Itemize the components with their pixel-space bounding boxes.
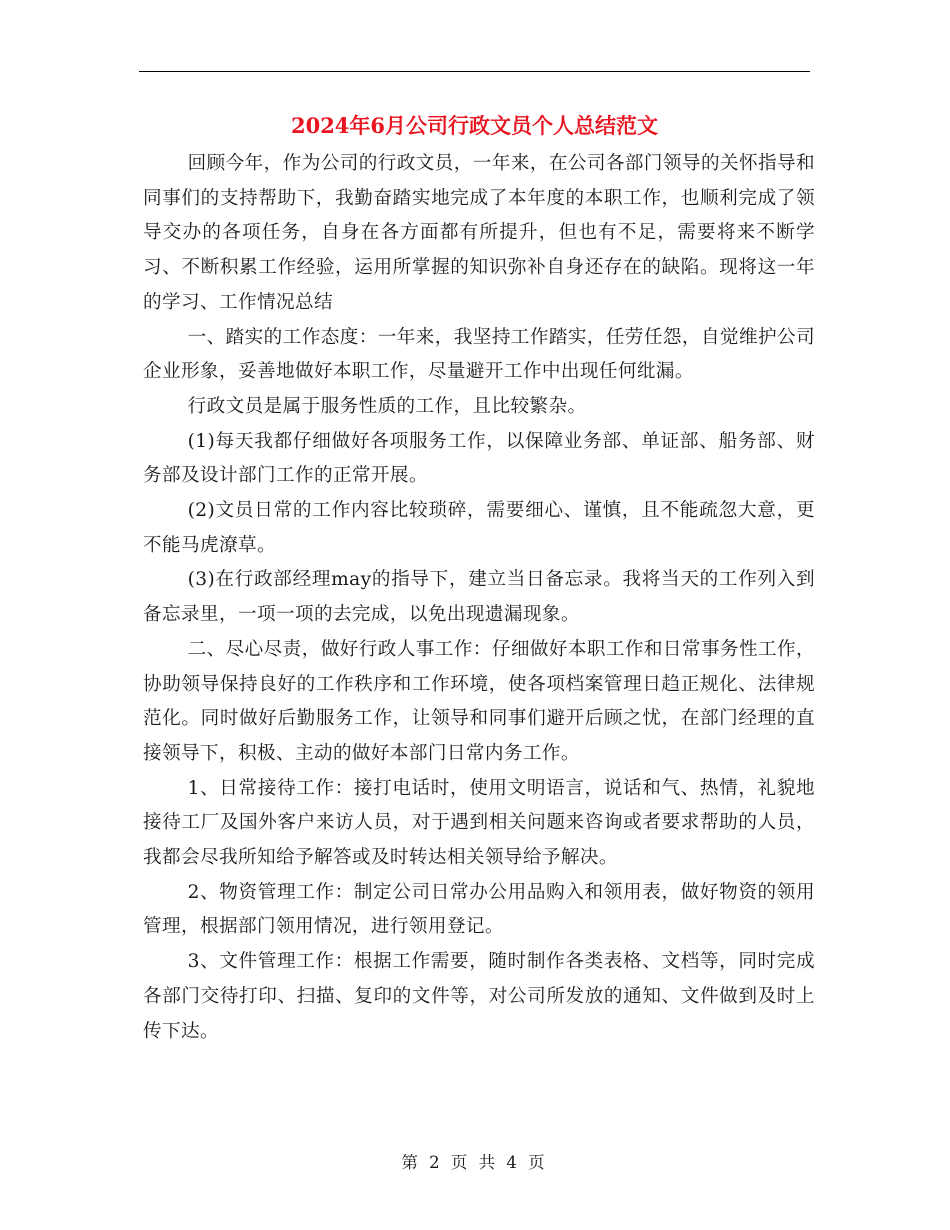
paragraph-intro: 回顾今年，作为公司的行政文员，一年来，在公司各部门领导的关怀指导和同事们的支持帮助下，我勤奋踏实地完成了本年度的本职工作，也顺利完成了领导交办的各项任务，自身在各方面都有所提升，但也有不足，需要将来不断学习、不断积累工作经验，运用所掌握的知识弥补自身还存在的缺陷。现将这一年的学习、工作情况总结 bbox=[143, 153, 815, 313]
paragraph-item-2: (2)文员日常的工作内容比较琐碎，需要细心、谨慎，且不能疏忽大意，更不能马虎潦草。 bbox=[143, 500, 815, 556]
paragraph-documents: 3、文件管理工作：根据工作需要，随时制作各类表格、文档等，同时完成各部门交待打印、扫描、复印的文件等，对公司所发放的通知、文件做到及时上传下达。 bbox=[143, 951, 815, 1042]
paragraph-supplies: 2、物资管理工作：制定公司日常办公用品购入和领用表，做好物资的领用管理，根据部门领用情况，进行领用登记。 bbox=[143, 881, 815, 938]
paragraph-reception: 1、日常接待工作：接打电话时，使用文明语言，说话和气、热情，礼貌地接待工厂及国外客户来访人员，对于遇到相关问题来咨询或者要求帮助的人员，我都会尽我所知给予解答或及时转达相关领导给予解决。 bbox=[143, 777, 815, 869]
paragraph-item-3: (3)在行政部经理may的指导下，建立当日备忘录。我将当天的工作列入到备忘录里，一项一项的去完成，以免出现遗漏现象。 bbox=[143, 569, 815, 626]
paragraph-section-2: 二、尽心尽责，做好行政人事工作：仔细做好本职工作和日常事务性工作，协助领导保持良好的工作秩序和工作环境，使各项档案管理日趋正规化、法律规范化。同时做好后勤服务工作，让领导和同事们避开后顾之忧，在部门经理的直接领导下，积极、主动的做好本部门日常内务工作。 bbox=[143, 638, 815, 764]
paragraph-service-nature: 行政文员是属于服务性质的工作，且比较繁杂。 bbox=[187, 395, 587, 417]
document-title: 2024年6月公司行政文员个人总结范文 bbox=[290, 113, 659, 138]
document-body bbox=[143, 147, 815, 1049]
page-number-footer: 第 2 页 共 4 页 bbox=[401, 1153, 548, 1172]
header-rule bbox=[139, 71, 810, 72]
paragraph-section-1: 一、踏实的工作态度：一年来，我坚持工作踏实，任劳任怨，自觉维护公司企业形象，妥善地做好本职工作，尽量避开工作中出现任何纰漏。 bbox=[143, 326, 815, 383]
paragraph-item-1: (1)每天我都仔细做好各项服务工作，以保障业务部、单证部、船务部、财务部及设计部门工作的正常开展。 bbox=[143, 430, 815, 487]
